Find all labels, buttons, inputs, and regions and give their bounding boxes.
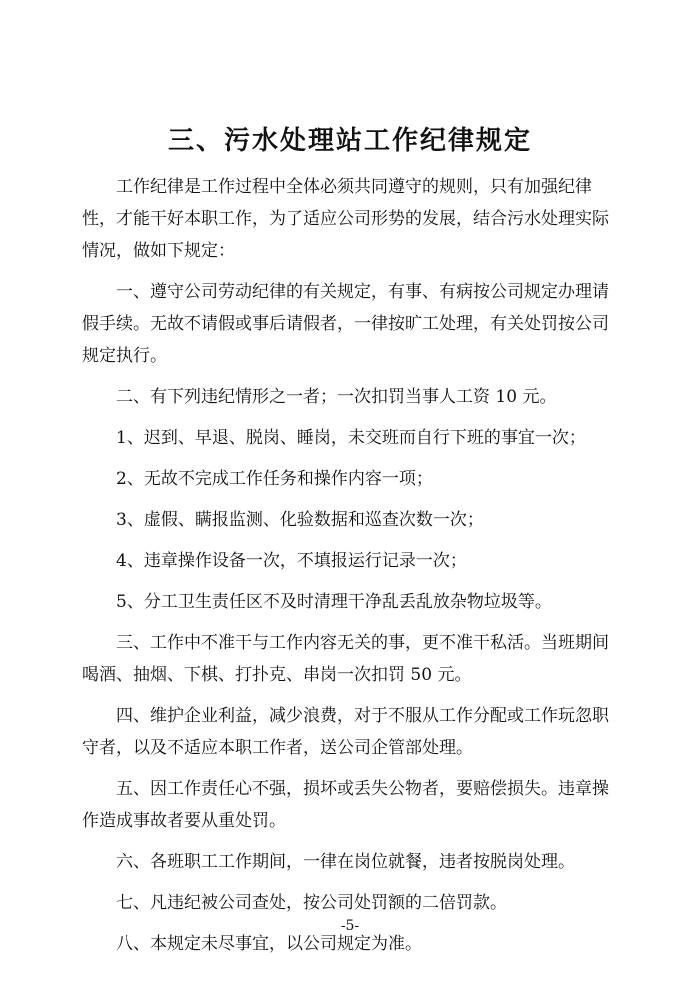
list-item: 4、违章操作设备一次，不填报运行记录一次； xyxy=(116,551,467,571)
paragraph-rule-5: 五、因工作责任心不强，损坏或丢失公物者，要赔偿损失。违章操作造成事故者要从重处罚。 xyxy=(82,779,609,831)
list-item: 2、无故不完成工作任务和操作内容一项； xyxy=(116,469,433,489)
list-item: 3、虚假、瞒报监测、化验数据和巡查次数一次； xyxy=(116,510,484,530)
page-number: -5- xyxy=(340,918,360,934)
paragraph-rule-8: 八、本规定未尽事宜，以公司规定为准。 xyxy=(116,934,422,954)
paragraph-rule-1: 一、遵守公司劳动纪律的有关规定，有事、有病按公司规定办理请假手续。无故不请假或事后请假者，一律按旷工处理，有关处罚按公司规定执行。 xyxy=(82,282,609,366)
paragraph-rule-7: 七、凡违纪被公司查处，按公司处罚额的二倍罚款。 xyxy=(116,893,507,913)
paragraph-intro: 工作纪律是工作过程中全体必须共同遵守的规则，只有加强纪律性，才能干好本职工作，为了适应公司形势的发展，结合污水处理实际情况，做如下规定： xyxy=(82,177,609,261)
paragraph-rule-4: 四、维护企业利益，减少浪费，对于不服从工作分配或工作玩忽职守者，以及不适应本职工作者，送公司企管部处理。 xyxy=(82,706,609,758)
paragraph-rule-6: 六、各班职工工作期间，一律在岗位就餐，违者按脱岗处理。 xyxy=(116,852,575,872)
list-item: 1、迟到、早退、脱岗、睡岗，未交班而自行下班的事宜一次； xyxy=(116,428,586,448)
list-item: 5、分工卫生责任区不及时清理干净乱丢乱放杂物垃圾等。 xyxy=(116,592,552,612)
document-body xyxy=(82,171,618,960)
paragraph-rule-3: 三、工作中不准干与工作内容无关的事，更不准干私活。当班期间喝酒、抽烟、下棋、打扑克、串岗一次扣罚 50 元。 xyxy=(82,633,609,685)
page-title: 三、污水处理站工作纪律规定 xyxy=(167,126,532,156)
paragraph-rule-2: 二、有下列违纪情形之一者；一次扣罚当事人工资 10 元。 xyxy=(116,387,557,407)
